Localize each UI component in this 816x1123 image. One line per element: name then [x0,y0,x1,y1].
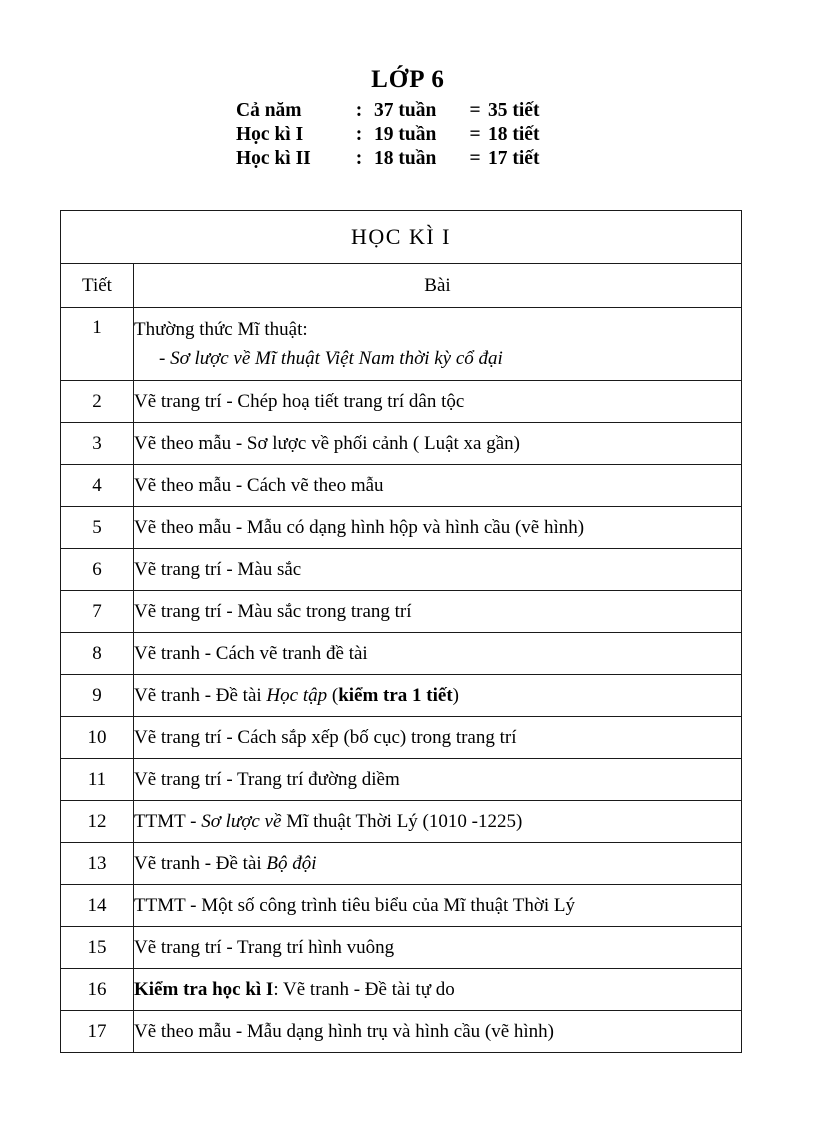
table-row [61,549,742,591]
table-row [61,717,742,759]
row-period-number: 3 [61,423,134,465]
column-header-row [61,264,742,308]
table-row [61,969,742,1011]
row-period-number: 15 [61,927,134,969]
row-period-number: 2 [61,381,134,423]
row-period-number: 12 [61,801,134,843]
row-period-number: 16 [61,969,134,1011]
lesson-text-segment: Bộ đội [266,852,317,874]
summary-lessons: 18 tiết [488,124,540,145]
column-header-lesson: Bài [134,264,742,308]
row-lesson-content: Vẽ theo mẫu - Cách vẽ theo mẫu [134,465,742,507]
lesson-text-segment: Sơ lược về [201,810,282,832]
lesson-text-segment: : Vẽ tranh - Đề tài tự do [273,978,455,1000]
lesson-line-secondary: - Sơ lược về Mĩ thuật Việt Nam thời kỳ cổ đại [159,347,503,369]
summary-weeks: 18 tuần [374,148,437,169]
summary-label: Học kì I [236,124,304,145]
row-lesson-content [134,969,742,1011]
summary-colon: : [355,124,363,145]
row-period-number: 13 [61,843,134,885]
summary-block [0,99,816,171]
row-period-number: 7 [61,591,134,633]
row-lesson-content: Vẽ trang trí - Trang trí hình vuông [134,927,742,969]
lesson-text-segment: TTMT - [134,810,202,832]
row-lesson-content: Vẽ trang trí - Cách sắp xếp (bố cục) trong trang trí [134,717,742,759]
summary-row [236,147,580,171]
table-row [61,423,742,465]
table-row [61,801,742,843]
row-period-number: 5 [61,507,134,549]
term-heading-row [61,211,742,264]
summary-colon: : [355,100,363,121]
summary-row [236,123,580,147]
table-row [61,633,742,675]
row-lesson-content: Vẽ theo mẫu - Mẫu có dạng hình hộp và hình cầu (vẽ hình) [134,507,742,549]
row-lesson-content [134,843,742,885]
lesson-text-segment: ) [452,684,459,706]
row-lesson-content [134,675,742,717]
row-lesson-content: Vẽ theo mẫu - Mẫu dạng hình trụ và hình cầu (vẽ hình) [134,1011,742,1053]
row-lesson-content [134,308,742,381]
column-header-period: Tiết [61,264,134,308]
lesson-text-segment: ( [327,684,339,706]
row-period-number: 10 [61,717,134,759]
row-period-number: 8 [61,633,134,675]
summary-equals: = [469,124,481,145]
page-title: LỚP 6 [371,66,445,93]
term-heading: HỌC KÌ I [61,211,742,264]
summary-label: Cả năm [236,100,302,121]
lesson-line-primary: Thường thức Mĩ thuật: [134,318,308,340]
row-period-number: 6 [61,549,134,591]
table-row [61,308,742,381]
row-lesson-content: Vẽ trang trí - Màu sắc [134,549,742,591]
summary-lessons: 35 tiết [488,100,540,121]
row-lesson-content: Vẽ trang trí - Chép hoạ tiết trang trí dân tộc [134,381,742,423]
summary-row [236,99,580,123]
row-lesson-content: Vẽ trang trí - Trang trí đường diềm [134,759,742,801]
row-lesson-content: Vẽ tranh - Cách vẽ tranh đề tài [134,633,742,675]
lesson-text-segment: Kiểm tra học kì I [134,978,274,1000]
row-lesson-content [134,801,742,843]
row-period-number: 14 [61,885,134,927]
schedule-table [60,210,742,1053]
summary-equals: = [469,148,481,169]
row-period-number: 17 [61,1011,134,1053]
table-row [61,843,742,885]
lesson-text-segment: Vẽ tranh - Đề tài [134,852,267,874]
summary-equals: = [469,100,481,121]
row-lesson-content: Vẽ theo mẫu - Sơ lược về phối cảnh ( Luật xa gần) [134,423,742,465]
row-period-number: 4 [61,465,134,507]
table-row [61,885,742,927]
table-row [61,759,742,801]
row-lesson-content: Vẽ trang trí - Màu sắc trong trang trí [134,591,742,633]
lesson-text-segment: Mĩ thuật Thời Lý (1010 -1225) [281,810,523,832]
table-row [61,927,742,969]
lesson-text-segment: Học tập [266,684,328,706]
summary-lessons: 17 tiết [488,148,540,169]
table-row [61,381,742,423]
row-lesson-content: TTMT - Một số công trình tiêu biểu của Mĩ thuật Thời Lý [134,885,742,927]
table-row [61,507,742,549]
lesson-text-segment: Vẽ tranh - Đề tài [134,684,267,706]
summary-colon: : [355,148,363,169]
table-row [61,1011,742,1053]
row-period-number: 1 [61,308,134,381]
summary-weeks: 19 tuần [374,124,437,145]
summary-weeks: 37 tuần [374,100,437,121]
lesson-text-segment: kiểm tra 1 tiết [338,684,453,706]
row-period-number: 11 [61,759,134,801]
table-row [61,675,742,717]
table-row [61,465,742,507]
summary-label: Học kì II [236,148,311,169]
row-period-number: 9 [61,675,134,717]
table-row [61,591,742,633]
